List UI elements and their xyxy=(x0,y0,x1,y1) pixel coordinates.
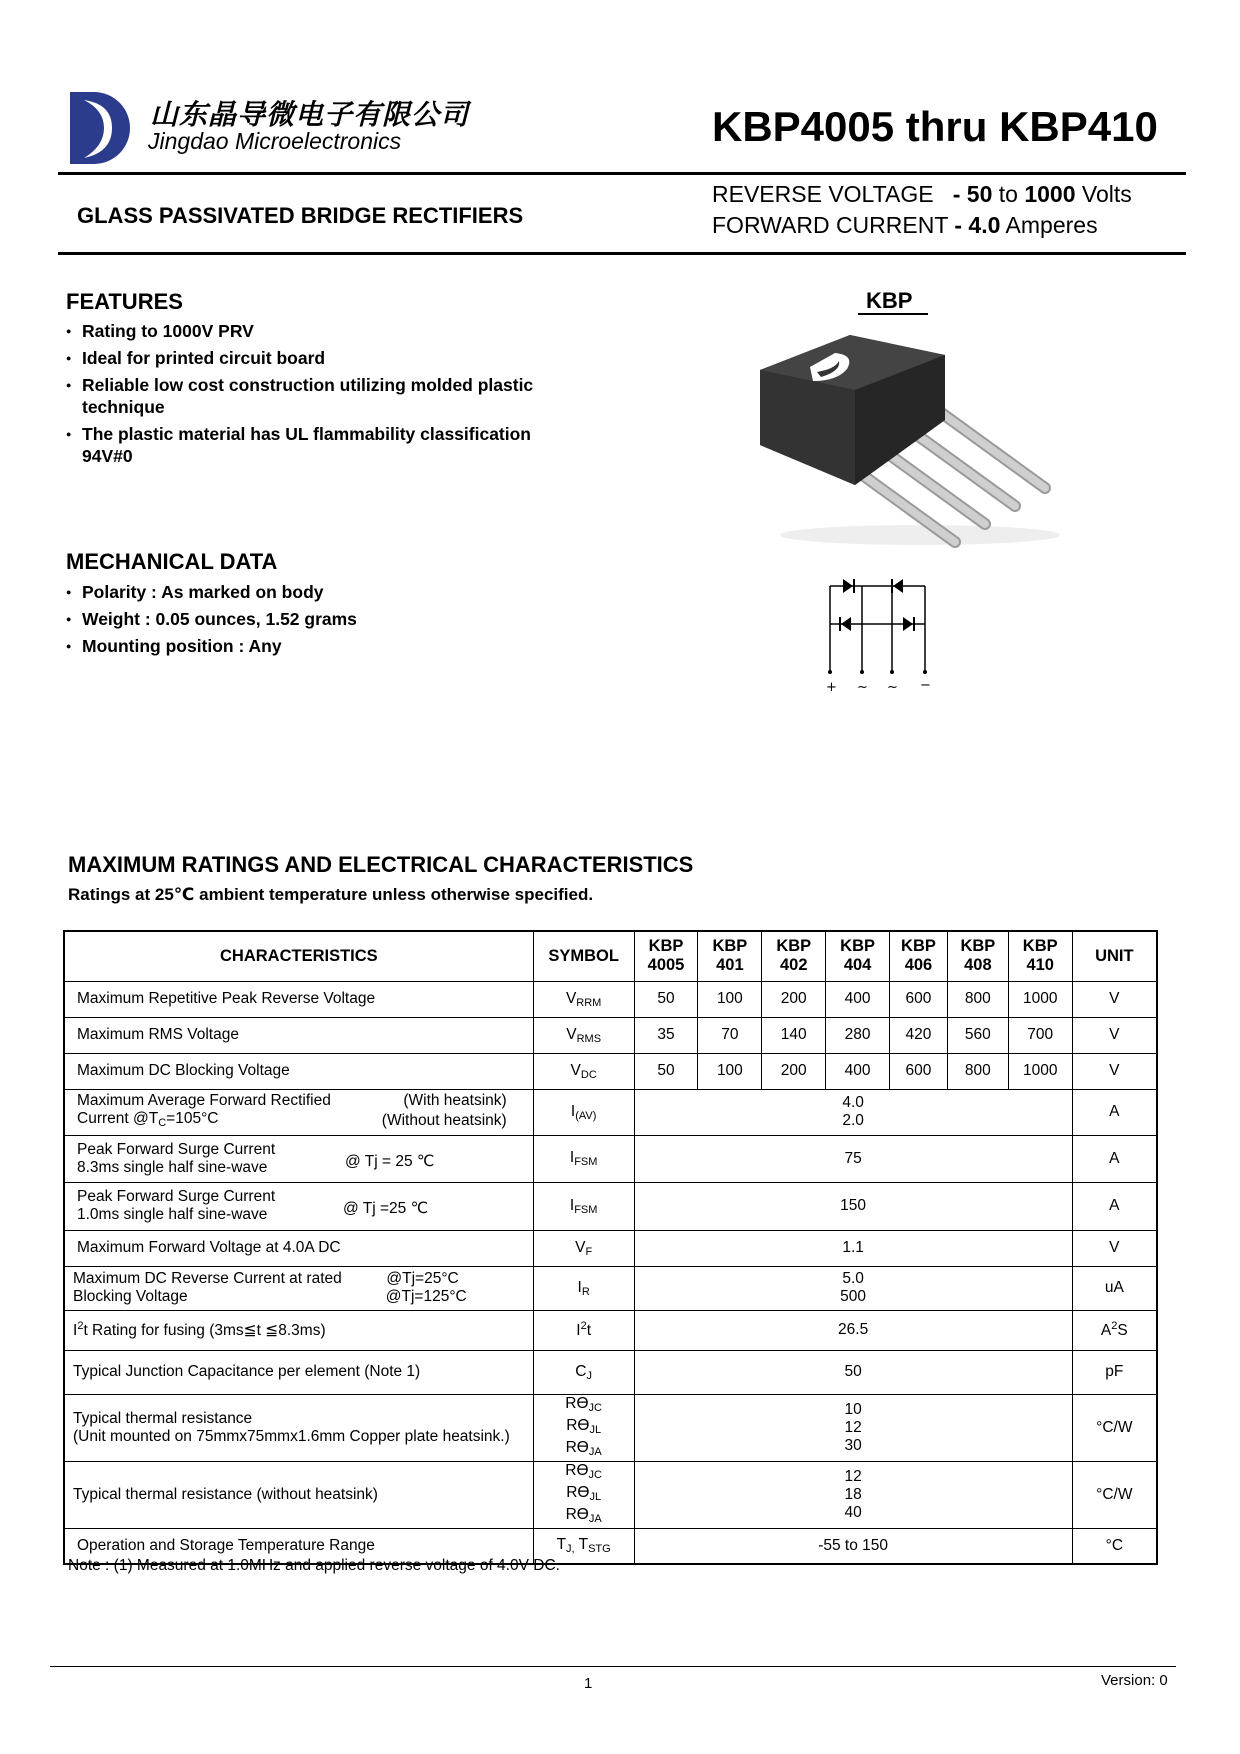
list-item: ● Ideal for printed circuit board xyxy=(66,347,566,369)
pin-ac-1: ~ xyxy=(857,680,868,695)
list-item: ● Rating to 1000V PRV xyxy=(66,320,566,342)
table-header-row xyxy=(64,931,1157,981)
company-name-en: Jingdao Microelectronics xyxy=(148,128,402,154)
ratings-heading: MAXIMUM RATINGS AND ELECTRICAL CHARACTERISTICS xyxy=(68,852,694,877)
col-header-symbol: SYMBOL xyxy=(533,931,634,981)
table-row: Typical thermal resistance (without heatsink) $Rϴ_{JC}$ $Rϴ_{JL}$ $Rϴ_{JA}$ 12 18 40 °C/W xyxy=(64,1461,1157,1528)
col-header-model: KBP 410 xyxy=(1008,931,1072,981)
company-name-cn: 山东晶导微电子有限公司 xyxy=(150,99,470,130)
table-row: Maximum RMS Voltage $V_{RMS}$ 35 70 140 280 420 560 700 V xyxy=(64,1017,1157,1053)
table-row: Maximum Repetitive Peak Reverse Voltage $V_{RRM}$ 50 100 200 400 600 800 1000 V xyxy=(64,981,1157,1017)
package-image xyxy=(755,325,1065,555)
list-item: ● The plastic material has UL flammability classification 94V#0 xyxy=(66,423,566,467)
bridge-circuit-diagram xyxy=(815,572,940,702)
col-header-model: KBP 401 xyxy=(698,931,762,981)
features-heading: FEATURES xyxy=(66,289,183,314)
document-title: KBP4005 thru KBP410 xyxy=(712,103,1158,150)
table-row: Peak Forward Surge Current 8.3ms single half sine-wave @ Tj = 25 ℃ $I_{FSM}$ 75 A xyxy=(64,1135,1157,1182)
pin-minus: − xyxy=(920,678,931,693)
header-rule xyxy=(58,172,1186,175)
list-item: ● Polarity : As marked on body xyxy=(66,581,566,603)
version-label: Version: 0 xyxy=(1101,1672,1168,1689)
col-header-characteristics: CHARACTERISTICS xyxy=(64,931,533,981)
pin-ac-2: ~ xyxy=(887,680,898,695)
table-row: Maximum Average Forward Rectified (With heatsink) Current $@T_C=105^\circ C$ (Without heatsink) $I_{(AV)}$ 4.0 2.0 A xyxy=(64,1089,1157,1135)
table-row: Typical Junction Capacitance per element (Note 1) $C_J$ 50 pF xyxy=(64,1350,1157,1394)
page-number: 1 xyxy=(584,1675,593,1692)
col-header-model: KBP 408 xyxy=(947,931,1008,981)
reverse-voltage-spec: REVERSE VOLTAGE - 50 to 1000 Volts xyxy=(712,181,1132,207)
forward-current-spec: FORWARD CURRENT - 4.0 Amperes xyxy=(712,212,1098,238)
list-item: ● Mounting position : Any xyxy=(66,635,566,657)
list-item: ● Weight : 0.05 ounces, 1.52 grams xyxy=(66,608,566,630)
col-header-model: KBP 404 xyxy=(826,931,890,981)
col-header-unit: UNIT xyxy=(1072,931,1157,981)
table-row: Maximum DC Blocking Voltage $V_{DC}$ 50 100 200 400 600 800 1000 V xyxy=(64,1053,1157,1089)
company-logo xyxy=(68,90,130,166)
col-header-model: KBP 4005 xyxy=(634,931,698,981)
mechanical-list xyxy=(66,581,566,662)
ratings-table xyxy=(63,930,1158,1565)
table-row: Operation and Storage Temperature Range $T_{J,}$ $T_{STG}$ -55 to 150 °C xyxy=(64,1528,1157,1564)
mechanical-heading: MECHANICAL DATA xyxy=(66,549,278,574)
table-row: Peak Forward Surge Current 1.0ms single half sine-wave @ Tj =25 ℃ $I_{FSM}$ 150 A xyxy=(64,1182,1157,1230)
col-header-model: KBP 402 xyxy=(762,931,826,981)
ratings-subheading: Ratings at 25℃ ambient temperature unless otherwise specified. xyxy=(68,885,594,904)
table-note: Note : (1) Measured at 1.0MHz and applied reverse voltage of 4.0V DC. xyxy=(68,1557,560,1574)
footer-rule xyxy=(50,1666,1176,1667)
features-list xyxy=(66,320,566,472)
table-row: Maximum DC Reverse Current at rated @Tj=25°C Blocking Voltage @Tj=125°C $I_R$ 5.0 500 uA xyxy=(64,1266,1157,1310)
subheader-rule xyxy=(58,252,1186,255)
col-header-model: KBP 406 xyxy=(890,931,948,981)
document-subtitle: GLASS PASSIVATED BRIDGE RECTIFIERS xyxy=(77,203,524,228)
table-row: $I^2t$ Rating for fusing (3ms≦t ≦8.3ms) $I^2t$ 26.5 $A^2S$ xyxy=(64,1310,1157,1350)
table-row: Typical thermal resistance (Unit mounted on 75mmx75mmx1.6mm Copper plate heatsink.) $Rϴ_{JC}$ $Rϴ_{JL}$ $Rϴ_{JA}$ 10 12 30 °C/W xyxy=(64,1394,1157,1461)
package-label-underline xyxy=(858,313,928,315)
list-item: ● Reliable low cost construction utilizing molded plastic technique xyxy=(66,374,566,418)
table-row: Maximum Forward Voltage at 4.0A DC $V_F$ 1.1 V xyxy=(64,1230,1157,1266)
pin-plus: + xyxy=(826,680,837,695)
package-label: KBP xyxy=(866,288,913,313)
